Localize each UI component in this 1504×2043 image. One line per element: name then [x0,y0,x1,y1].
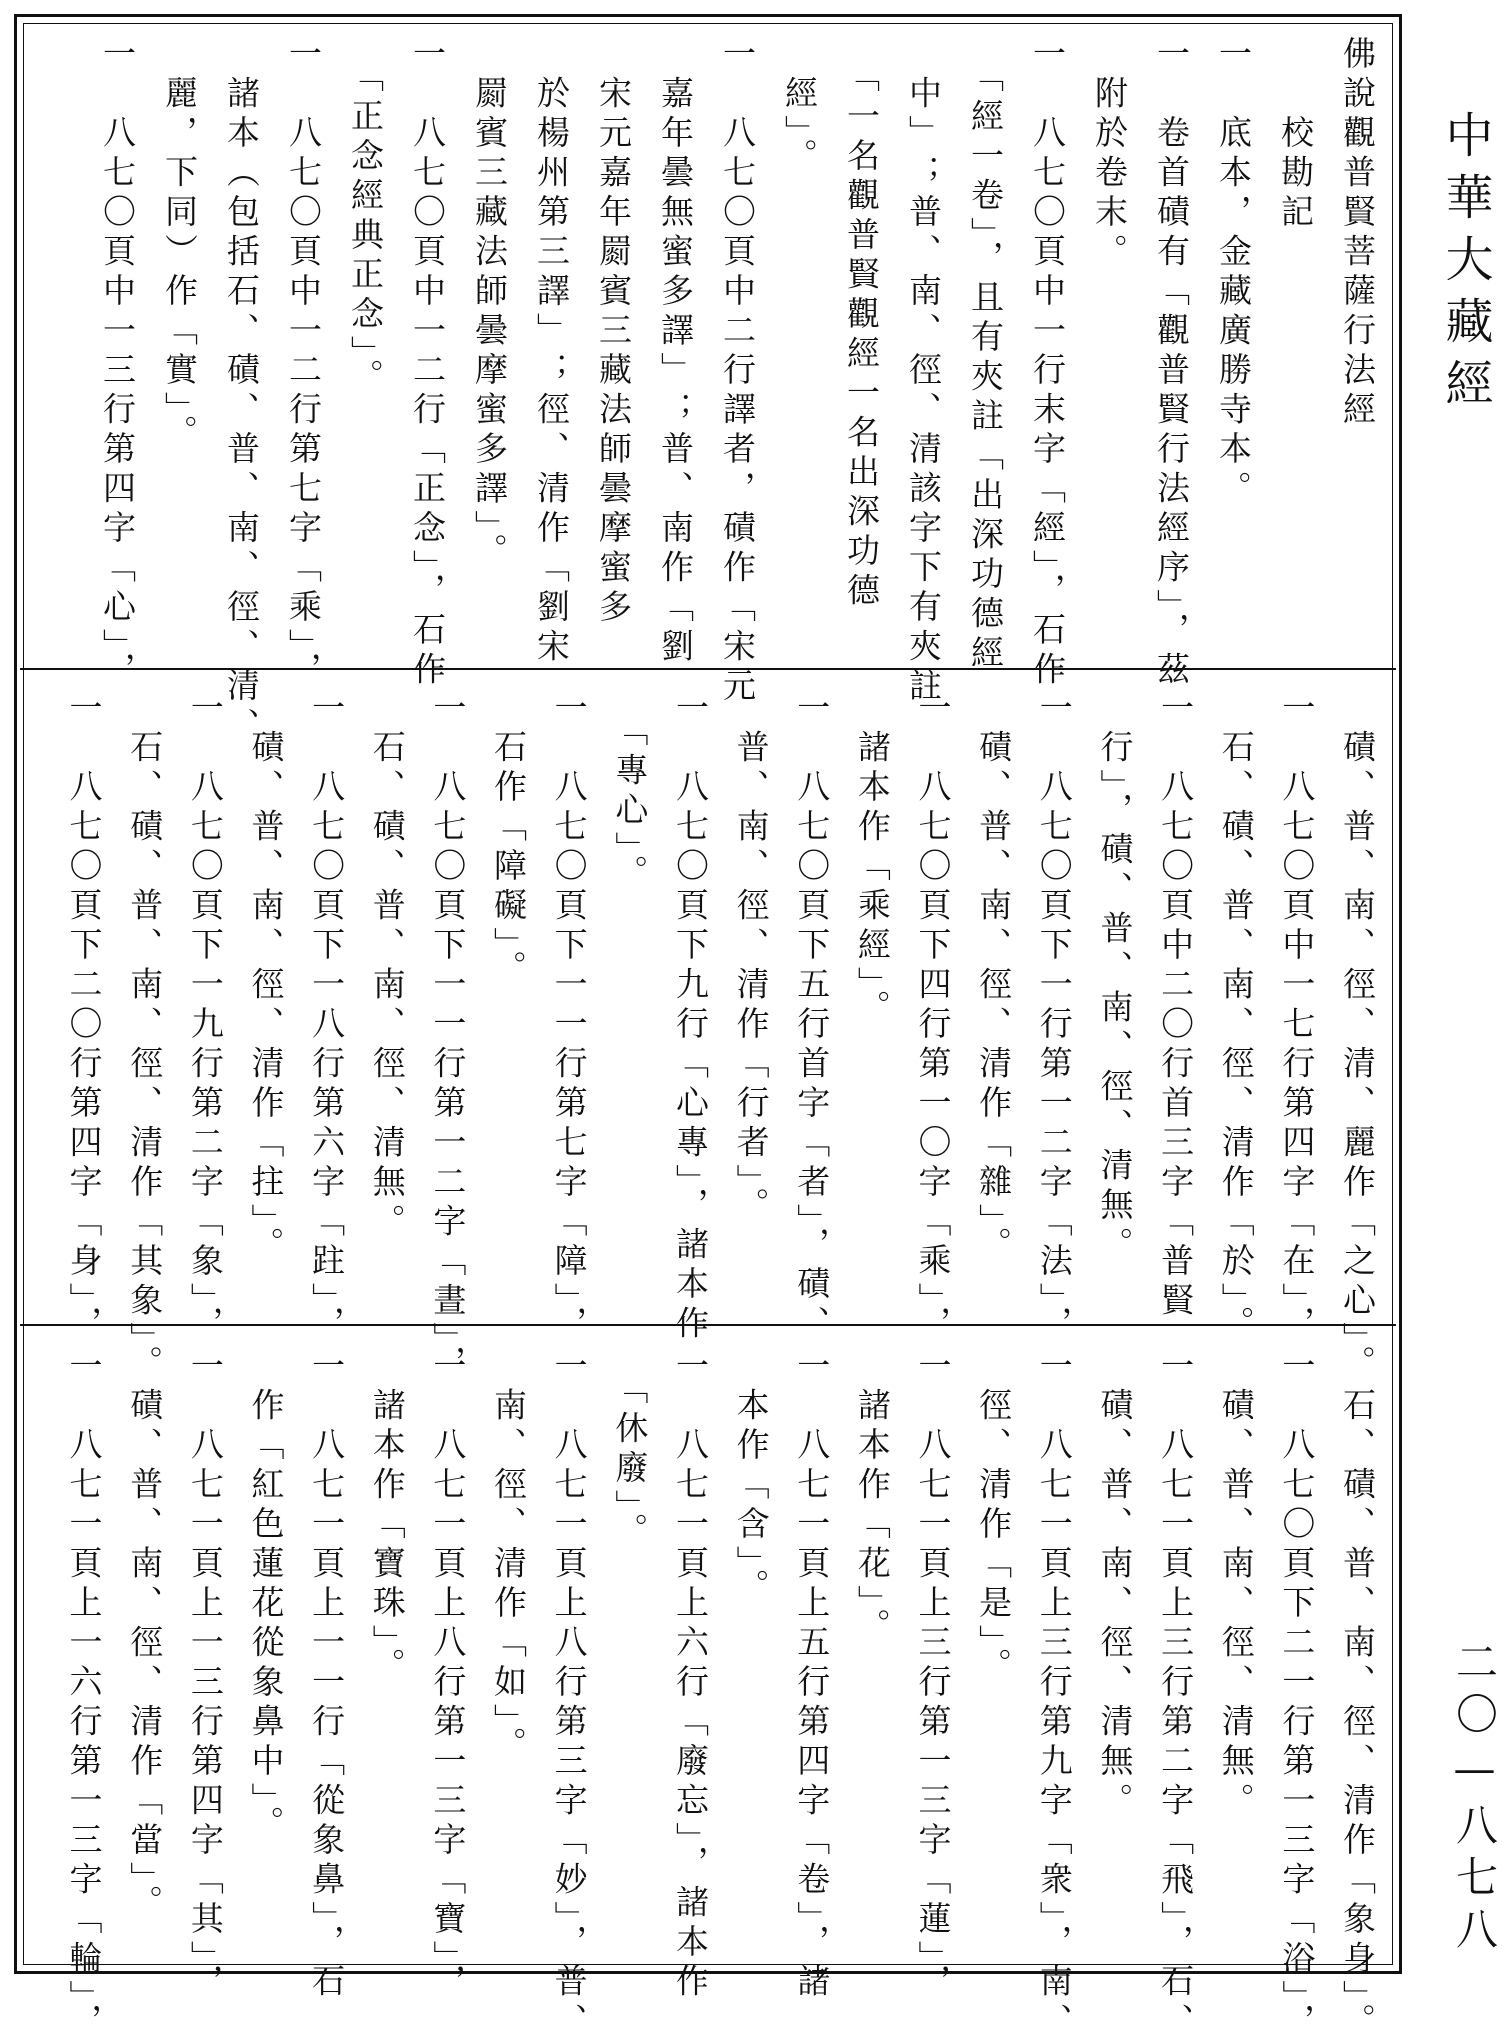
text-column: 一 底本，金藏廣勝寺本。 [1214,36,1253,510]
text-column: 一 八七一頁上三行第二字「飛」，石、 [1156,1348,1196,2043]
text-column: 經」。 [780,36,819,178]
text-column: 罽賓三藏法師曇摩蜜多譯」。 [470,36,509,573]
text-column: 一 八七一頁上三行第一三字「蓮」， [913,1348,953,2003]
text-column: 一 八七一頁上五行第四字「卷」，諸 [792,1348,832,2003]
text-column: 一 八七一頁上一三行第四字「其」， [185,1348,225,2003]
text-column: 一 八七〇頁中一行末字「經」，石作 [1028,36,1067,691]
text-column: 一 八七〇頁下一一行第七字「障」， [549,690,589,1345]
text-column: 磧、普、南、徑、清作「拄」。 [246,690,286,1266]
text-column: 石、磧、普、南、徑、清作「於」。 [1216,690,1256,1345]
text-column: 磧、普、南、徑、清、麗作「之心」。 [1338,690,1377,1385]
text-band-top [40,36,1377,747]
text-column: 磧、普、南、徑、清作「當」。 [125,1348,165,1924]
text-column: 一 八七〇頁中二行譯者，磧作「宋元 [718,36,757,708]
text-column: 「專心」。 [610,690,650,894]
text-column: 一 八七〇頁下一行第一二字「法」， [1034,690,1074,1345]
text-column: 「休廢」。 [610,1348,650,1552]
text-column: 諸本（包括石、磧、普、南、徑、清、 [222,36,261,747]
collection-title: 中華大藏經 [1437,110,1493,420]
text-column: 一 八七〇頁下二〇行第四字「身」， [64,690,104,1345]
text-column: 一 八七〇頁下一八行第六字「跓」， [307,690,347,1345]
text-column: 一 八七〇頁下四行第一〇字「乘」， [913,690,953,1345]
text-column: 徑、清作「是」。 [974,1348,1014,1687]
text-column: 一 八七一頁上八行第三字「妙」，普、 [549,1348,589,2043]
text-column: 「正念經典正念」。 [346,36,385,398]
text-column: 佛說觀普賢菩薩行法經 [1338,36,1377,431]
text-column: 嘉年曇無蜜多譯」；普、南作「劉 [656,36,695,668]
text-column: 一 八七〇頁下一一行第一二字「晝」， [428,690,468,1385]
text-column: 一 八七〇頁下一九行第二字「象」， [185,690,225,1345]
text-column: 磧、普、南、徑、清作「雜」。 [974,690,1014,1266]
text-column: 校勘記 [1276,36,1315,234]
text-column: 附於卷末。 [1090,36,1129,273]
text-column: 一 八七一頁上八行第一三字「寶」， [428,1348,468,2003]
text-column: 諸本作「乘經」。 [852,690,892,1029]
text-column: 一 八七一頁上六行「廢忘」，諸本作 [670,1348,710,2003]
text-column: 磧、普、南、徑、清無。 [1095,1348,1135,1822]
text-column: 一 八七〇頁下二一行第一三字「浴」， [1277,1348,1317,2043]
text-column: 於楊州第三譯」；徑、清作「劉宋 [532,36,571,668]
text-column: 磧、普、南、徑、清無。 [1216,1348,1256,1822]
text-column: 石、磧、普、南、徑、清作「象身」。 [1338,1348,1377,2043]
text-column: 諸本作「花」。 [852,1348,892,1648]
text-column: 中」；普、南、徑、清該字下有夾註 [904,36,943,708]
text-column: 一 八七一頁上一六行第一三字「輪」， [64,1348,104,2043]
text-column: 本作「含」。 [731,1348,771,1608]
text-column: 一 卷首磧有「觀普賢行法經序」，茲 [1152,36,1191,691]
text-column: 一 八七一頁上三行第九字「衆」，南、 [1034,1348,1074,2043]
text-column: 石、磧、普、南、徑、清作「其象」。 [125,690,165,1385]
text-column: 諸本作「寶珠」。 [367,1348,407,1687]
text-column: 一 八七〇頁中一二行「正念」，石作 [408,36,447,691]
text-column: 行」，磧、普、南、徑、清無。 [1095,690,1135,1266]
text-column: 「一名觀普賢觀經一名出深功德 [842,36,881,612]
text-column: 普、南、徑、清作「行者」。 [731,690,771,1227]
text-column: 一 八七〇頁中二〇行首三字「普賢 [1156,690,1196,1322]
text-column: 石、磧、普、南、徑、清無。 [367,690,407,1243]
text-column: 一 八七〇頁中一二行第七字「乘」， [284,36,323,691]
text-column: 一 八七〇頁下五行首字「者」，磧、 [792,690,832,1345]
text-column: 宋元嘉年罽賓三藏法師曇摩蜜多 [594,36,633,629]
text-column: 一 八七〇頁下九行「心專」，諸本作 [670,690,710,1345]
text-column: 一 八七〇頁中一三行第四字「心」， [98,36,137,691]
text-column: 麗，下同）作「實」。 [160,36,199,454]
text-column: 作「紅色蓮花從象鼻中」。 [246,1348,286,1845]
text-band-middle [40,690,1377,1385]
text-band-bottom [40,1348,1377,2043]
text-column: 一 八七〇頁中一七行第四字「在」， [1277,690,1317,1345]
text-column: 南、徑、清作「如」。 [489,1348,529,1766]
text-column: 石作「障礙」。 [489,690,529,990]
text-column: 一 八七一頁上一一行「從象鼻」，石 [307,1348,347,2003]
text-column: 「經一卷」，且有夾註「出深功德經 [966,36,1005,675]
page-number: 二〇—八七八 [1450,1640,1499,1959]
